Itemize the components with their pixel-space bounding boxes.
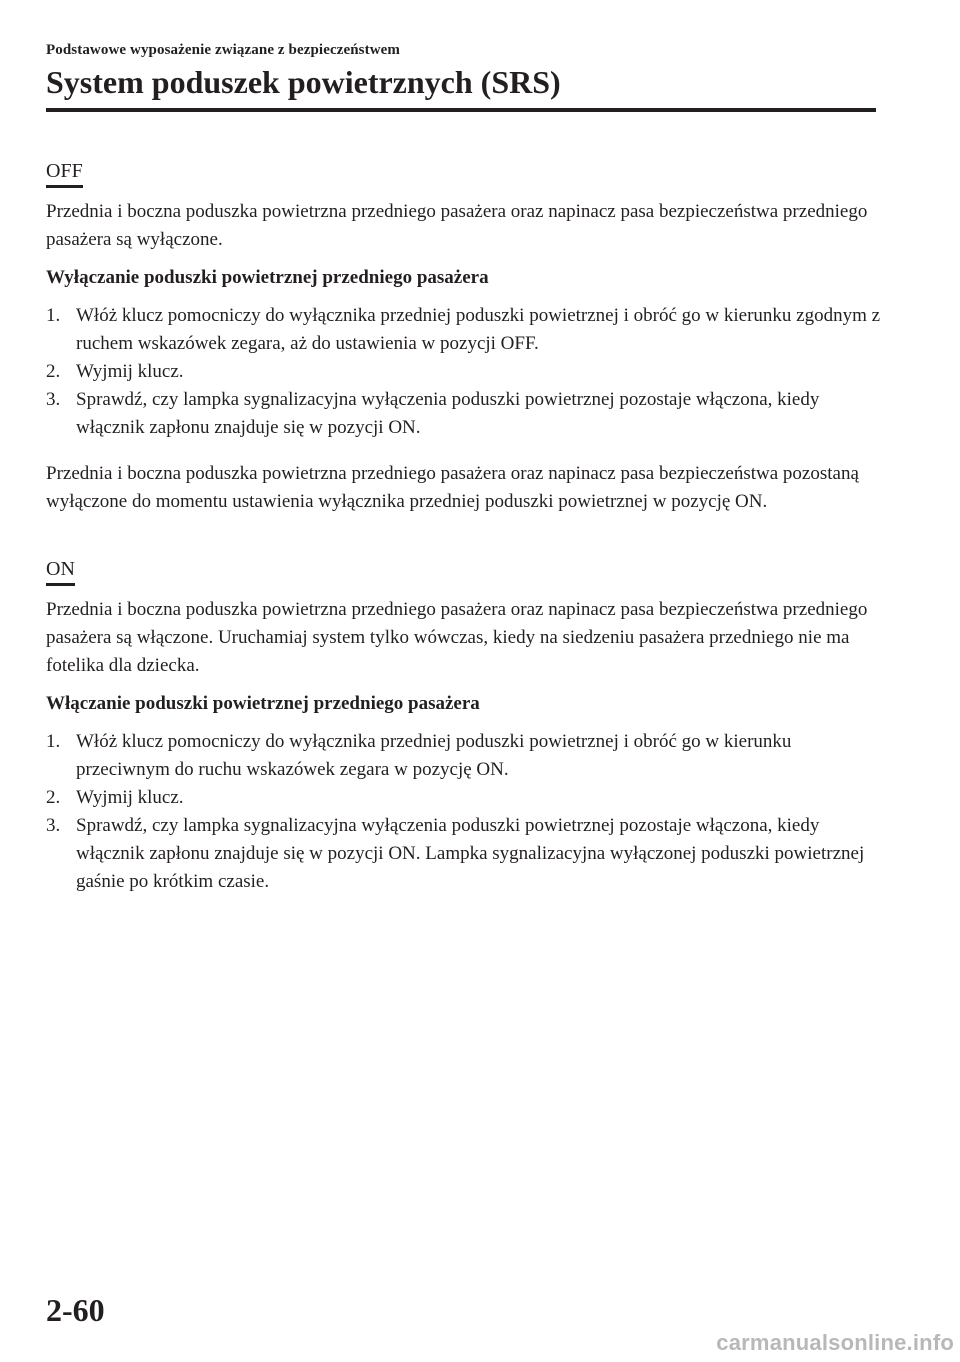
step-number: 2. [46, 787, 61, 808]
step-item [46, 784, 886, 812]
step-item [46, 358, 886, 386]
step-number: 1. [46, 731, 61, 752]
step-number: 2. [46, 361, 61, 382]
step-number: 1. [46, 305, 61, 326]
procedure-heading: Wyłączanie poduszki powietrznej przedniego pasażera [46, 267, 489, 288]
spacer [46, 526, 886, 556]
step-item [46, 386, 886, 442]
page-content [46, 158, 886, 896]
section-intro: Przednia i boczna poduszka powietrzna przedniego pasażera oraz napinacz pasa bezpieczeństwa przedniego pasażera są wyłączone. [46, 201, 868, 250]
procedure-steps [46, 728, 886, 896]
step-text: Włóż klucz pomocniczy do wyłącznika przedniej poduszki powietrznej i obróć go w kierunku zgodnym z ruchem wskazówek zegara, aż do ustawienia w pozycji OFF. [76, 305, 881, 354]
section-on [46, 556, 886, 896]
spacer [46, 442, 886, 460]
section-intro: Przednia i boczna poduszka powietrzna przedniego pasażera oraz napinacz pasa bezpieczeństwa przedniego pasażera są włączone. Uruchamiaj system tylko wówczas, kiedy na siedzeniu pasażera przedniego nie ma fotelika dla dziecka. [46, 599, 868, 676]
section-label-on: ON [46, 556, 75, 586]
header-divider [46, 108, 876, 112]
step-number: 3. [46, 389, 61, 410]
step-number: 3. [46, 815, 61, 836]
watermark: carmanualsonline.info [716, 1330, 954, 1355]
step-item [46, 728, 886, 784]
section-subtitle: Podstawowe wyposażenie związane z bezpieczeństwem [46, 42, 400, 58]
page-number: 2-60 [46, 1292, 105, 1328]
section-note: Przednia i boczna poduszka powietrzna przedniego pasażera oraz napinacz pasa bezpieczeństwa pozostaną wyłączone do momentu ustawienia wyłącznika przedniej poduszki powietrznej w pozycję ON. [46, 463, 859, 512]
step-item [46, 812, 886, 896]
step-text: Wyjmij klucz. [76, 361, 184, 382]
section-label-off: OFF [46, 158, 83, 188]
step-text: Wyjmij klucz. [76, 787, 184, 808]
step-text: Włóż klucz pomocniczy do wyłącznika przedniej poduszki powietrznej i obróć go w kierunku przeciwnym do ruchu wskazówek zegara w pozycję ON. [76, 731, 792, 780]
procedure-steps [46, 302, 886, 442]
section-off [46, 158, 886, 516]
step-text: Sprawdź, czy lampka sygnalizacyjna wyłączenia poduszki powietrznej pozostaje włączona, kiedy włącznik zapłonu znajduje się w pozycji ON. Lampka sygnalizacyjna wyłączonej poduszki powietrznej gaśnie po krótkim czasie. [76, 815, 865, 892]
step-item [46, 302, 886, 358]
page-title: System poduszek powietrznych (SRS) [46, 64, 561, 100]
step-text: Sprawdź, czy lampka sygnalizacyjna wyłączenia poduszki powietrznej pozostaje włączona, kiedy włącznik zapłonu znajduje się w pozycji ON. [76, 389, 820, 438]
procedure-heading: Włączanie poduszki powietrznej przedniego pasażera [46, 693, 480, 714]
